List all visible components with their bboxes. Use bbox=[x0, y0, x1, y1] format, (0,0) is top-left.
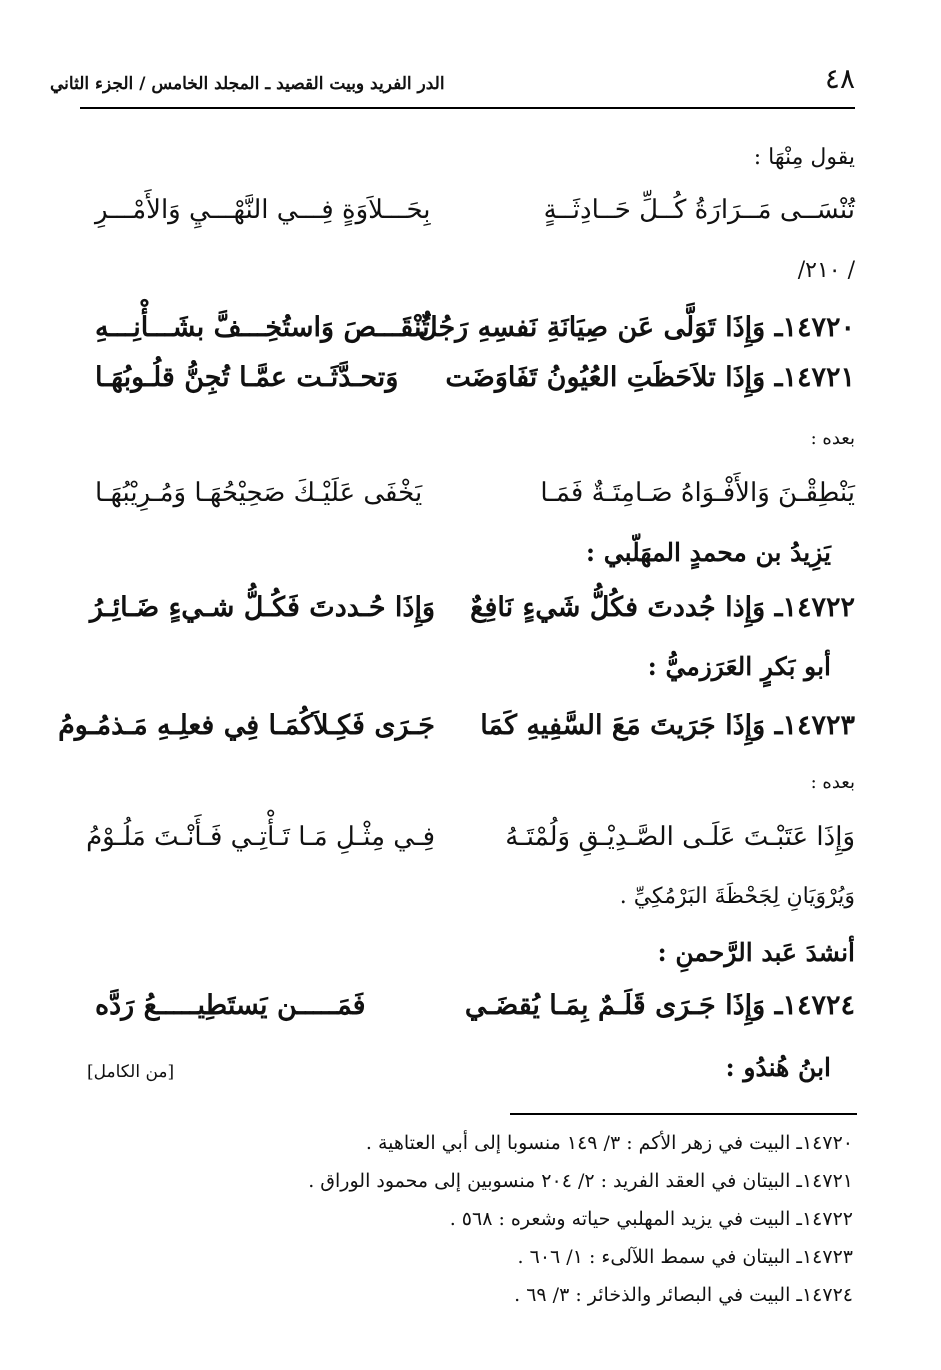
verse-second-hemistich: يَخْفَى عَلَيْـكَ صَحِيْحُهَـا وَمُـرِيْبُهَـا bbox=[95, 478, 423, 508]
poet-intro: ابنُ هُندُو : bbox=[725, 1053, 831, 1082]
verse bbox=[86, 822, 855, 872]
intro-line: يقول مِنْهَا : bbox=[753, 145, 855, 170]
verse-first-hemistich: وَإِذَا عَتَبْـتَ عَلَـى الصَّـدِيْـقِ وَلُمْتَـهُ bbox=[505, 822, 855, 852]
poet-intro: يَزِيدُ بن محمدٍ المهَلّبي : bbox=[585, 538, 831, 567]
verse-second-hemistich: بِحَـــلاَوَةٍ فِـــي النَّهْـــيِ وَالأَمْـــرِ bbox=[95, 195, 431, 225]
verse-first-hemistich: ١٤٧٢٢ـ وَإِذا جُددتَ فكُلُّ شَيءٍ نَافِعٌ bbox=[470, 592, 855, 623]
footnote: ١٤٧٢٣ـ البيتان في سمط اللآلىء : ١/ ٦٠٦ . bbox=[517, 1246, 853, 1268]
poet-intro: أبو بَكرٍ العَرَزميُّ : bbox=[647, 652, 831, 681]
verse bbox=[95, 195, 855, 245]
verse-first-hemistich: ١٤٧٢٤ـ وَإِذَا جَـرَى قَلَـمٌ بِمَـا يُقضَـي bbox=[464, 990, 855, 1021]
intro-line: بعده : bbox=[810, 428, 855, 449]
verse-second-hemistich: تُنْقَـــصَ وَاستُخِـــفَّ بشَـــأْنِـــهِ bbox=[95, 312, 430, 343]
verse-first-hemistich: ١٤٧٢٠ـ وَإِذَا تَوَلَّى عَن صِيَانَةِ نَفسِهِ رَجُلٌ bbox=[418, 312, 855, 343]
footnotes bbox=[93, 1132, 853, 1322]
page-number: ٤٨ bbox=[824, 62, 855, 95]
footnote: ١٤٧٢٢ـ البيت في يزيد المهلبي حياته وشعره : ٥٦٨ . bbox=[449, 1208, 853, 1230]
running-title: الدر الفريد وبيت القصيد ـ المجلد الخامس / الجزء الثاني bbox=[50, 74, 445, 94]
verse-attribution-note: وَيُرْوَيَانِ لِجَحْظَةَ البَرْمُكِيِّ . bbox=[619, 884, 855, 909]
page-header bbox=[50, 62, 855, 102]
verse-14721 bbox=[95, 362, 855, 412]
poet-intro: أنشدَ عَبد الرَّحمنِ : bbox=[657, 938, 855, 967]
verse-second-hemistich: وَإِذَا حُـددتَ فَكُـلُّ شـيءٍ ضَـائِـرُ bbox=[89, 592, 435, 623]
verse-first-hemistich: ١٤٧٢٣ـ وَإِذَا جَرَيتَ مَعَ السَّفِيهِ كَمَا bbox=[480, 710, 855, 741]
footnote-rule bbox=[510, 1113, 857, 1115]
verse-first-hemistich: يَنْطِقْـنَ وَالأَفْـوَاهُ صَـامِتَـةٌ فَمَـا bbox=[540, 478, 855, 508]
footnote: ١٤٧٢٠ـ البيت في زهر الأكم : ٣/ ١٤٩ منسوبا إلى أبي العتاهية . bbox=[365, 1132, 853, 1154]
verse-second-hemistich: فَمَـــــن يَستَطِيـــــعُ رَدَّه bbox=[95, 990, 366, 1021]
footnote: ١٤٧٢١ـ البيتان في العقد الفريد : ٢/ ٢٠٤ منسوبين إلى محمود الوراق . bbox=[308, 1170, 853, 1192]
verse-second-hemistich: جَـرَى فَكِـلاَكُمَـا فِي فعلِـهِ مَـذمُـومُ bbox=[58, 710, 435, 741]
meter-label: [من الكامل] bbox=[87, 1062, 175, 1082]
verse-first-hemistich: تُنْسَــى مَــرَارَةُ كُــلِّ حَــادِثَــةٍ bbox=[543, 195, 855, 225]
verse-source-ref: / ٢١٠/ bbox=[797, 258, 855, 283]
verse-14724 bbox=[95, 990, 855, 1040]
verse-14723 bbox=[58, 710, 855, 760]
verse-14722 bbox=[89, 592, 855, 642]
footnote: ١٤٧٢٤ـ البيت في البصائر والذخائر : ٣/ ٦٩ . bbox=[514, 1284, 853, 1306]
verse-second-hemistich: وَتحـدَّثَـت عمَّـا تُجِنُّ قلُـوبُهَـا bbox=[95, 362, 399, 393]
intro-line: بعده : bbox=[810, 772, 855, 793]
verse-first-hemistich: ١٤٧٢١ـ وَإِذَا تلاَحَظَتِ العُيُونُ تَفَاوَضَت bbox=[445, 362, 855, 393]
verse bbox=[95, 478, 855, 528]
header-rule bbox=[80, 107, 855, 109]
verse-second-hemistich: فِـي مِثْـلِ مَـا تَـأْتِـي فَـأَنْـتَ مَلُـوْمُ bbox=[86, 822, 435, 852]
verse-14720 bbox=[95, 312, 855, 362]
